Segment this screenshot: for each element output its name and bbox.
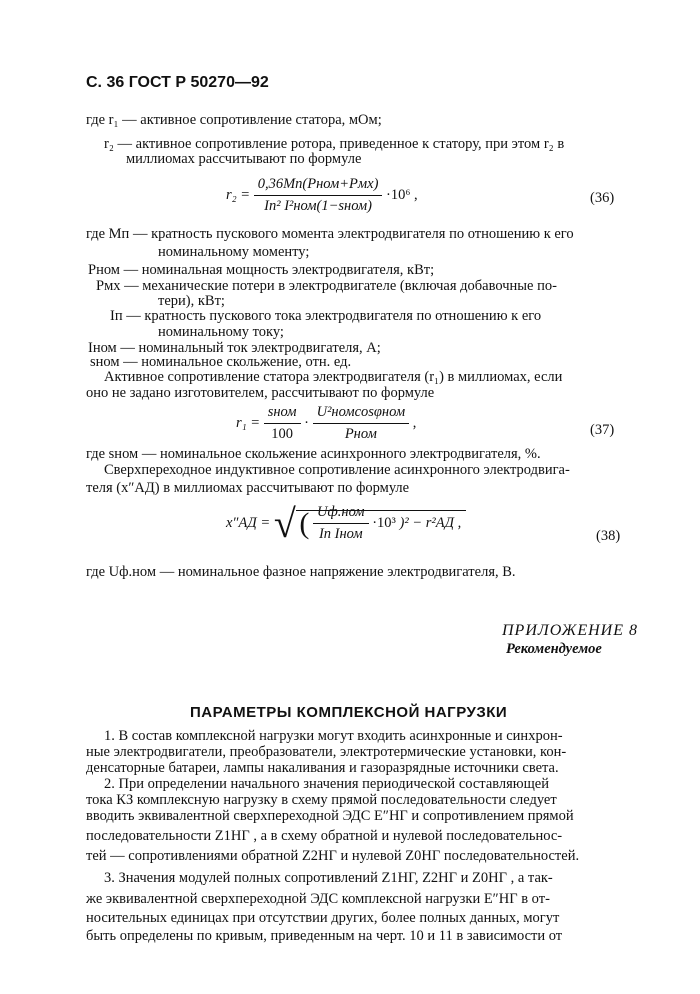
p2-line3: вводить эквивалентной сверхпереходной ЭДС E″НГ и сопротивлением прямой <box>86 808 574 824</box>
eq38-factor: ·10³ <box>372 514 396 531</box>
eq36-numerator: 0,36Mп(Pном+Pмх) <box>254 176 383 196</box>
eq38-number: (38) <box>596 528 621 544</box>
def-mp: где Mп — кратность пускового момента электродвигателя по отношению к его <box>86 226 574 242</box>
appendix-subtitle: Рекомендуемое <box>506 641 602 657</box>
eq36-lhs: r₂ = <box>226 186 251 203</box>
p3-line4: быть определены по кривым, приведенным на черт. 10 и 11 в зависимости от <box>86 928 563 944</box>
eq37-number: (37) <box>590 422 615 438</box>
eq38-denominator: Iп Iном <box>318 526 363 542</box>
eq37-fraction-1 <box>264 404 301 443</box>
def-ip-cont: номинальному току; <box>158 324 284 340</box>
p3-line2: же эквивалентной сверхпереходной ЭДС комплексной нагрузки E″НГ в от- <box>86 891 550 907</box>
para-r1-line1: Активное сопротивление статора электродвигателя (r₁) в миллиомах, если <box>104 369 563 385</box>
eq37-frac1-num: sном <box>264 404 301 424</box>
eq37-dot: · <box>304 414 309 431</box>
p2-line2: тока КЗ комплексную нагрузку в схему прямой последовательности следует <box>86 792 557 808</box>
eq36-denominator: Iп² I²ном(1−sном) <box>264 198 372 214</box>
p3-line1: 3. Значения модулей полных сопротивлений Z1НГ, Z2НГ и Z0НГ , а так- <box>104 870 553 886</box>
eq37-tail: , <box>412 414 417 431</box>
p2-line5: тей — сопротивлениями обратной Z2НГ и нулевой Z0НГ последовательностей. <box>86 848 580 864</box>
def-pmh-cont: тери), кВт; <box>158 293 225 309</box>
eq37-frac2-den: Pном <box>344 426 377 442</box>
page-header: С. 36 ГОСТ Р 50270—92 <box>86 74 269 91</box>
sqrt-overline <box>296 510 466 511</box>
eq38-tail: )² − r²АД , <box>399 514 462 531</box>
section-title: ПАРАМЕТРЫ КОМПЛЕКСНОЙ НАГРУЗКИ <box>190 704 508 721</box>
sqrt-sign: √ <box>273 501 296 546</box>
def-uf: где Uф.ном — номинальное фазное напряжение электродвигателя, В. <box>86 564 516 580</box>
p2-line1: 2. При определении начального значения периодической составляющей <box>104 776 550 792</box>
p1-line1: 1. В состав комплексной нагрузки могут входить асинхронные и синхрон- <box>104 728 563 744</box>
def-r2-cont: миллиомах рассчитывают по формуле <box>126 151 362 167</box>
equation-36 <box>226 176 418 215</box>
eq37-fraction-2 <box>313 404 409 443</box>
def-mp-cont: номинальному моменту; <box>158 244 310 260</box>
p1-line2: ные электродвигатели, преобразователи, электротермические установки, кон- <box>86 744 567 760</box>
eq38-numerator: Uф.ном <box>313 504 369 524</box>
def-ip: Iп — кратность пускового тока электродвигателя по отношению к его <box>110 308 542 324</box>
def-inom: Iном — номинальный ток электродвигателя, А; <box>88 340 381 356</box>
eq36-fraction <box>254 176 383 215</box>
eq37-lhs: r₁ = <box>236 414 261 431</box>
eq37-frac2-num: U²номcosφном <box>313 404 409 424</box>
def-pmh: Pмх — механические потери в электродвигателе (включая добавочные по- <box>96 278 557 294</box>
p3-line3: носительных единицах при отсутствии других, более полных данных, могут <box>86 910 560 926</box>
p1-line3: денсаторные батареи, лампы накаливания и газоразрядные источники света. <box>86 760 559 776</box>
para-x-line2: Сверхпереходное индуктивное сопротивление асинхронного электродвига- <box>104 462 570 478</box>
p2-line4: последовательности Z1НГ , а в схему обратной и нулевой последовательнос- <box>86 828 563 844</box>
para-r1-line2: оно не задано изготовителем, рассчитывают по формуле <box>86 385 435 401</box>
appendix-title: ПРИЛОЖЕНИЕ 8 <box>502 622 638 639</box>
eq36-number: (36) <box>590 190 615 206</box>
def-r1: где r₁ — активное сопротивление статора, мОм; <box>86 112 382 128</box>
equation-37 <box>236 404 416 443</box>
eq38-lhs: x″АД = <box>226 514 271 531</box>
eq38-open-paren: ( <box>299 507 310 540</box>
eq37-frac1-den: 100 <box>271 426 293 442</box>
def-pnom: Pном — номинальная мощность электродвигателя, кВт; <box>88 262 435 278</box>
def-snom: sном — номинальное скольжение, отн. ед. <box>90 354 352 370</box>
def-r2: r₂ — активное сопротивление ротора, приведенное к статору, при этом r₂ в <box>104 136 565 152</box>
para-x-line3: теля (x″АД) в миллиомах рассчитывают по формуле <box>86 480 410 496</box>
para-x-line1: где sном — номинальное скольжение асинхронного электродвигателя, %. <box>86 446 541 462</box>
eq36-factor: ·10⁶ , <box>386 186 418 203</box>
